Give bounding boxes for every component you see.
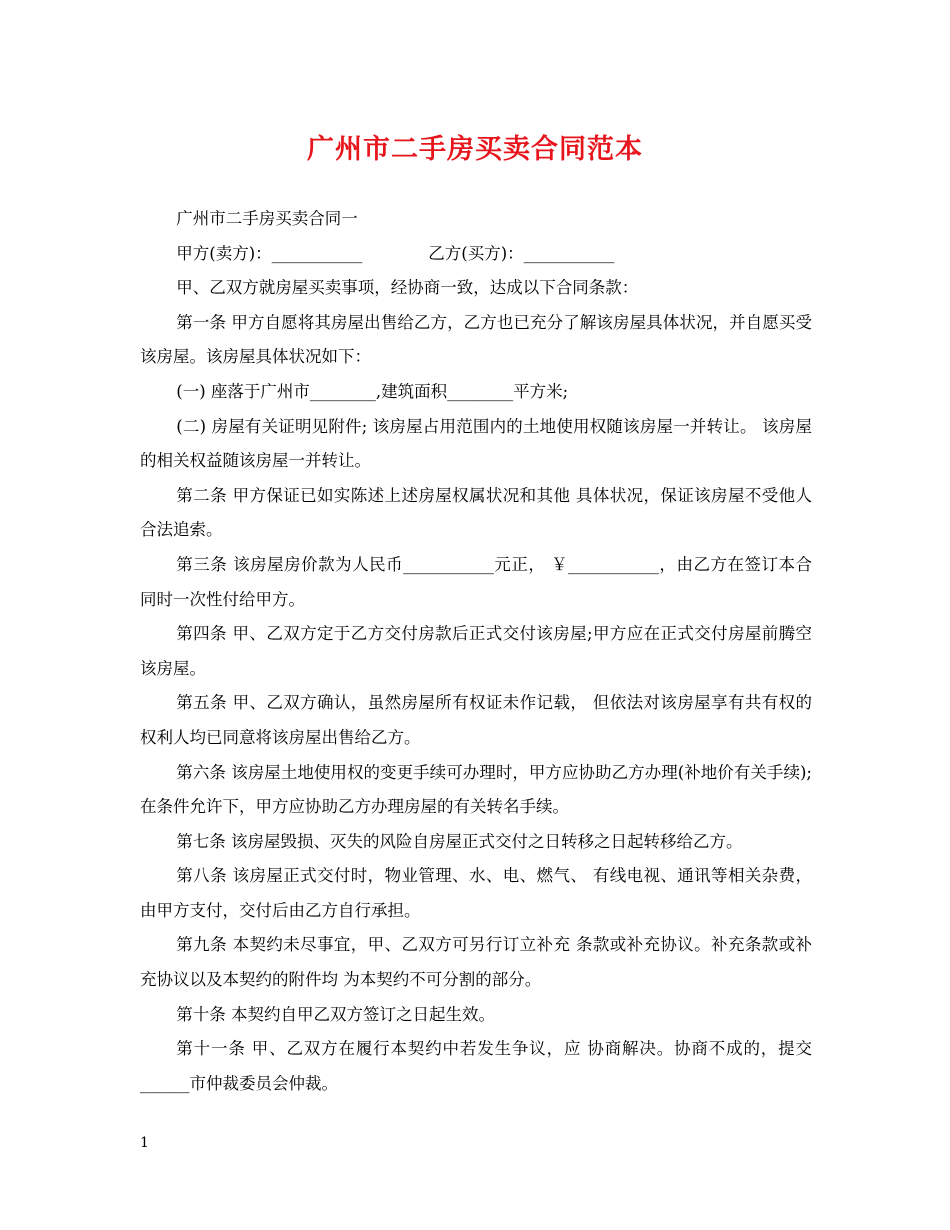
- parties-line: [140, 237, 812, 272]
- clause-1-item-2: (二) 房屋有关证明见附件; 该房屋占用范围内的土地使用权随该房屋一并转让。 该房屋的相关权益随该房屋一并转让。: [140, 416, 812, 471]
- clause-11: 第十一条 甲、乙双方在履行本契约中若发生争议，应 协商解决。协商不成的，提交______市仲裁委员会仲裁。: [140, 1039, 812, 1093]
- party-b-field: 乙方(买方)：___________: [428, 243, 615, 263]
- clause-2: 第二条 甲方保证已如实陈述上述房屋权属状况和其他 具体状况，保证该房屋不受他人合法追索。: [140, 485, 812, 540]
- clause-9: 第九条 本契约未尽事宜，甲、乙双方可另行订立补充 条款或补充协议。补充条款或补充协议以及本契约的附件均 为本契约不可分割的部分。: [140, 935, 812, 990]
- clause-4: 第四条 甲、乙双方定于乙方交付房款后正式交付该房屋;甲方应在正式交付房屋前腾空该房屋。: [140, 624, 812, 678]
- clause-5: 第五条 甲、乙双方确认，虽然房屋所有权证未作记载， 但依法对该房屋享有共有权的权利人均已同意将该房屋出售给乙方。: [140, 693, 812, 747]
- clause-7: 第七条 该房屋毁损、灭失的风险自房屋正式交付之日转移之日起转移给乙方。: [176, 831, 743, 851]
- contract-subtitle: 广州市二手房买卖合同一: [176, 209, 358, 228]
- document-title: 广州市二手房买卖合同范本: [307, 134, 643, 165]
- clause-1-item-1: (一) 座落于广州市________,建筑面积________平方米;: [176, 381, 569, 401]
- document-body: [140, 202, 812, 1101]
- clause-1: 第一条 甲方自愿将其房屋出售给乙方，乙方也已充分了解该房屋具体状况，并自愿买受该房屋。该房屋具体状况如下：: [140, 312, 812, 367]
- page-number: 1: [140, 1135, 149, 1151]
- clause-6: 第六条 该房屋土地使用权的变更手续可办理时，甲方应协助乙方办理(补地价有关手续);在条件允许下，甲方应协助乙方办理房屋的有关转名手续。: [140, 762, 812, 817]
- clause-3: 第三条 该房屋房价款为人民币___________元正， ￥___________，由乙方在签订本合同时一次性付给甲方。: [140, 554, 812, 609]
- clause-intro: 甲、乙双方就房屋买卖事项，经协商一致，达成以下合同条款：: [176, 278, 639, 298]
- party-a-field: 甲方(卖方)：___________: [176, 243, 363, 263]
- clause-10: 第十条 本契约自甲乙双方签订之日起生效。: [176, 1004, 496, 1024]
- clause-8: 第八条 该房屋正式交付时，物业管理、水、电、燃气、 有线电视、通讯等相关杂费，由甲方支付，交付后由乙方自行承担。: [140, 866, 812, 920]
